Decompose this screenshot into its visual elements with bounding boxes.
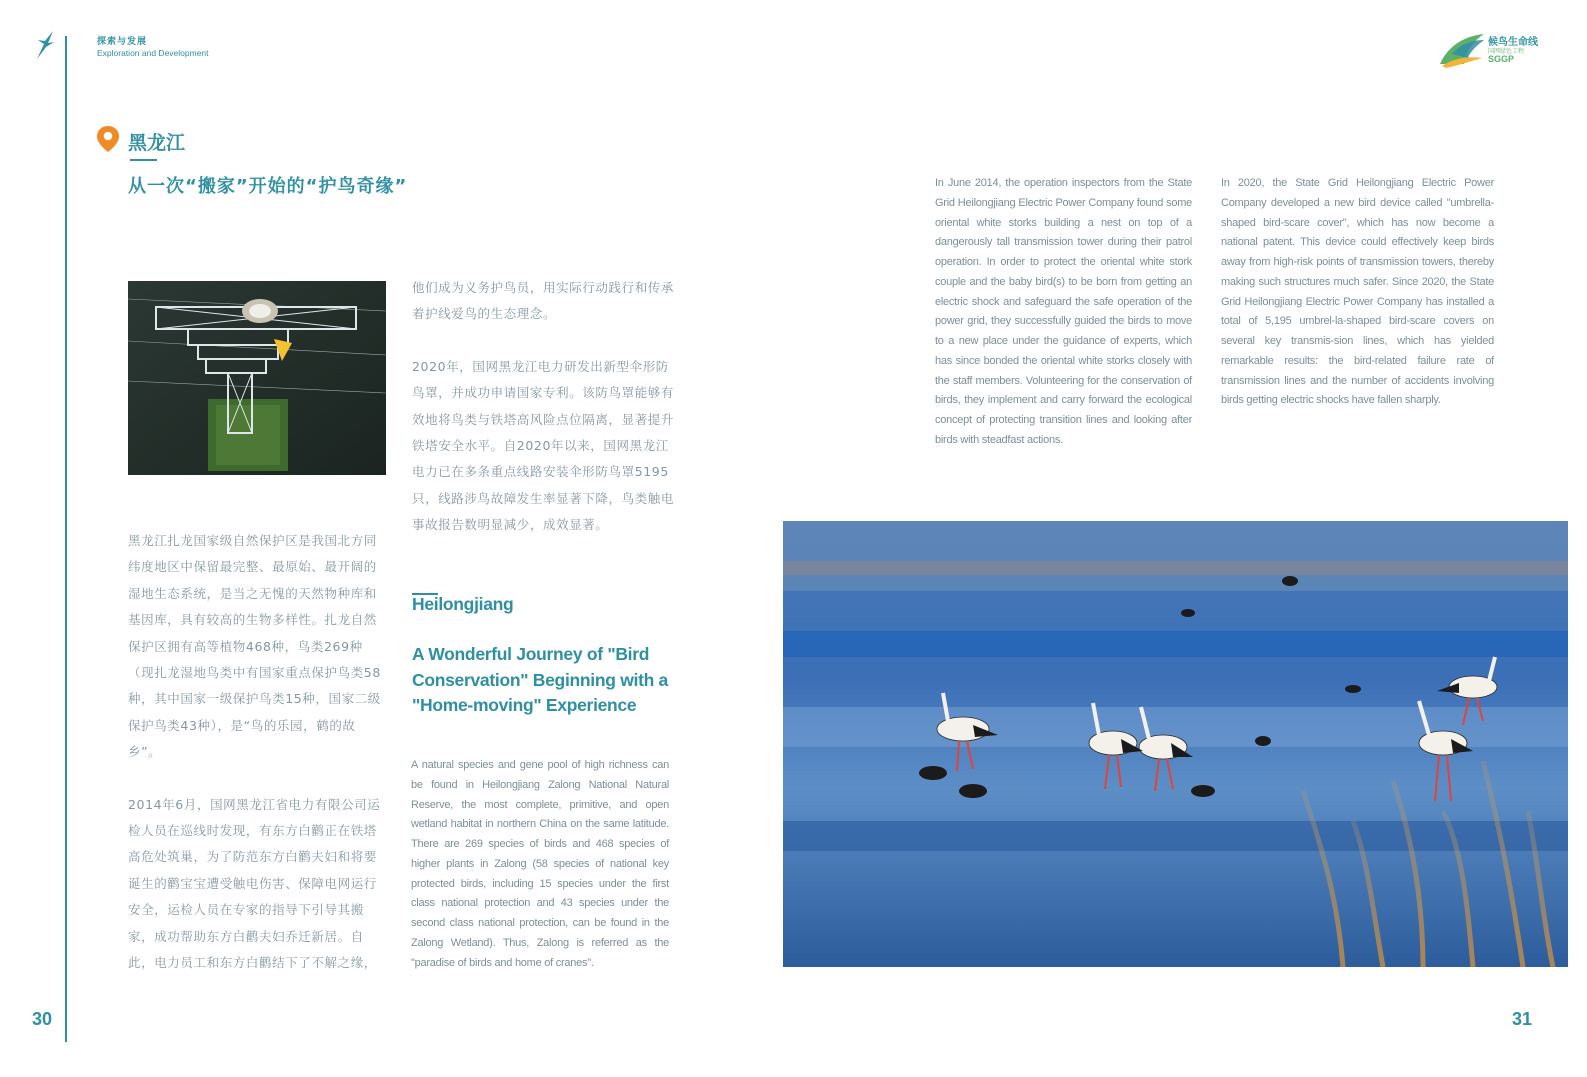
- margin-rule: [65, 36, 67, 1042]
- cn-paragraph: 2020年，国网黑龙江电力研发出新型伞形防鸟罩，并成功申请国家专利。该防鸟罩能够有效地将鸟类与铁塔高风险点位隔离，显著提升铁塔安全水平。自2020年以来，国网黑龙江电力已在多条重点线路安装伞形防鸟罩5195只，线路涉鸟故障发生率显著下降，鸟类触电事故报告数明显减少，成效显著。: [412, 358, 675, 533]
- location-title: 黑龙江: [128, 132, 186, 154]
- logo-acronym: SGGP: [1488, 54, 1515, 64]
- logo-title: 候鸟生命线: [1488, 37, 1538, 48]
- page-number-right: 31: [1512, 1009, 1533, 1029]
- bird-icon: [34, 30, 56, 60]
- en-paragraph: In June 2014, the operation inspectors from the State Grid Heilongjiang Electric Power Company found some oriental white storks building a nest on top of a dangerously tall transmission tower during their patrol operation. In order to protect the oriental white stork couple and the baby bird(s) to be born from getting an electric shock and safeguard the safe operation of the power grid, they successfully guided the birds to move to a new place under the guidance of experts, which has since bonded the oriental white storks closely with the staff members. Volunteering for the conservation of birds, they implement and carry forward the ecological concept of protecting transition lines and looking after birds with steadfast actions.: [935, 177, 1192, 446]
- en-location-title: Heilongjiang: [412, 594, 514, 614]
- cn-paragraph: 黑龙江扎龙国家级自然保护区是我国北方同纬度地区中保留最完整、最原始、最开阔的湿地生态系统，是当之无愧的天然物种库和基因库，具有较高的生物多样性。扎龙自然保护区拥有高等植物468种，鸟类269种（现扎龙湿地鸟类中有国家重点保护鸟类58种，其中国家一级保护鸟类15种，国家二级保护鸟类43种），是“鸟的乐园，鹤的故乡”。: [128, 533, 381, 760]
- cn-text-column-2: [412, 275, 676, 539]
- tower-nest-photo: [128, 281, 386, 475]
- section-label-en: Exploration and Development: [97, 48, 209, 58]
- en-paragraph: A natural species and gene pool of high richness can be found in Heilongjiang Zalong National Natural Reserve, the most complete, primitive, and open wetland habitat in northern China on the same latitude. There are 269 species of birds and 468 species of higher plants in Zalong (58 species of national key protected birds, including 15 species under the first class national protection and 43 species under the second class national protection, can be found in the Zalong Wetland). Thus, Zalong is referred as the "paradise of birds and home of cranes".: [411, 759, 669, 969]
- en-article-title: A Wonderful Journey of "Bird Conservation" Beginning with a "Home-moving" Experience: [412, 644, 668, 715]
- cn-text-column-1: [128, 528, 384, 977]
- section-label-cn: 探索与发展: [97, 37, 148, 47]
- cn-paragraph: 他们成为义务护鸟员，用实际行动践行和传承着护线爱鸟的生态理念。: [412, 280, 675, 322]
- location-pin-icon: [96, 125, 120, 153]
- article-title-cn: 从一次“搬家”开始的“护鸟奇缘”: [128, 176, 408, 197]
- cn-paragraph: 2014年6月，国网黑龙江省电力有限公司运检人员在巡线时发现，有东方白鹳正在铁塔高危处筑巢，为了防范东方白鹳夫妇和将要诞生的鹳宝宝遭受触电伤害、保障电网运行安全，运检人员在专家的指导下引导其搬家，成功帮助东方白鹳夫妇乔迁新居。自此，电力员工和东方白鹳结下了不解之缘，: [128, 796, 381, 971]
- storks-wetland-photo: [783, 521, 1568, 967]
- en-paragraph: In 2020, the State Grid Heilongjiang Electric Power Company developed a new bird device called "umbrella-shaped bird-scare cover", which has now become a national patent. This device could effectively keep birds away from high-risk points of transmission towers, thereby making such structures much safer. Since 2020, the State Grid Heilongjiang Electric Power Company has installed a total of 5,195 umbrel-la-shaped bird-scare covers on several key transmis-sion lines, which has yielded remarkable results: the bird-related failure rate of transmission lines and the number of accidents involving birds getting electric shocks have fallen sharply.: [1221, 177, 1494, 407]
- logo-subtitle: 国网绿色工程: [1488, 48, 1525, 55]
- page-number-left: 30: [32, 1009, 53, 1029]
- title-underline: [130, 159, 157, 161]
